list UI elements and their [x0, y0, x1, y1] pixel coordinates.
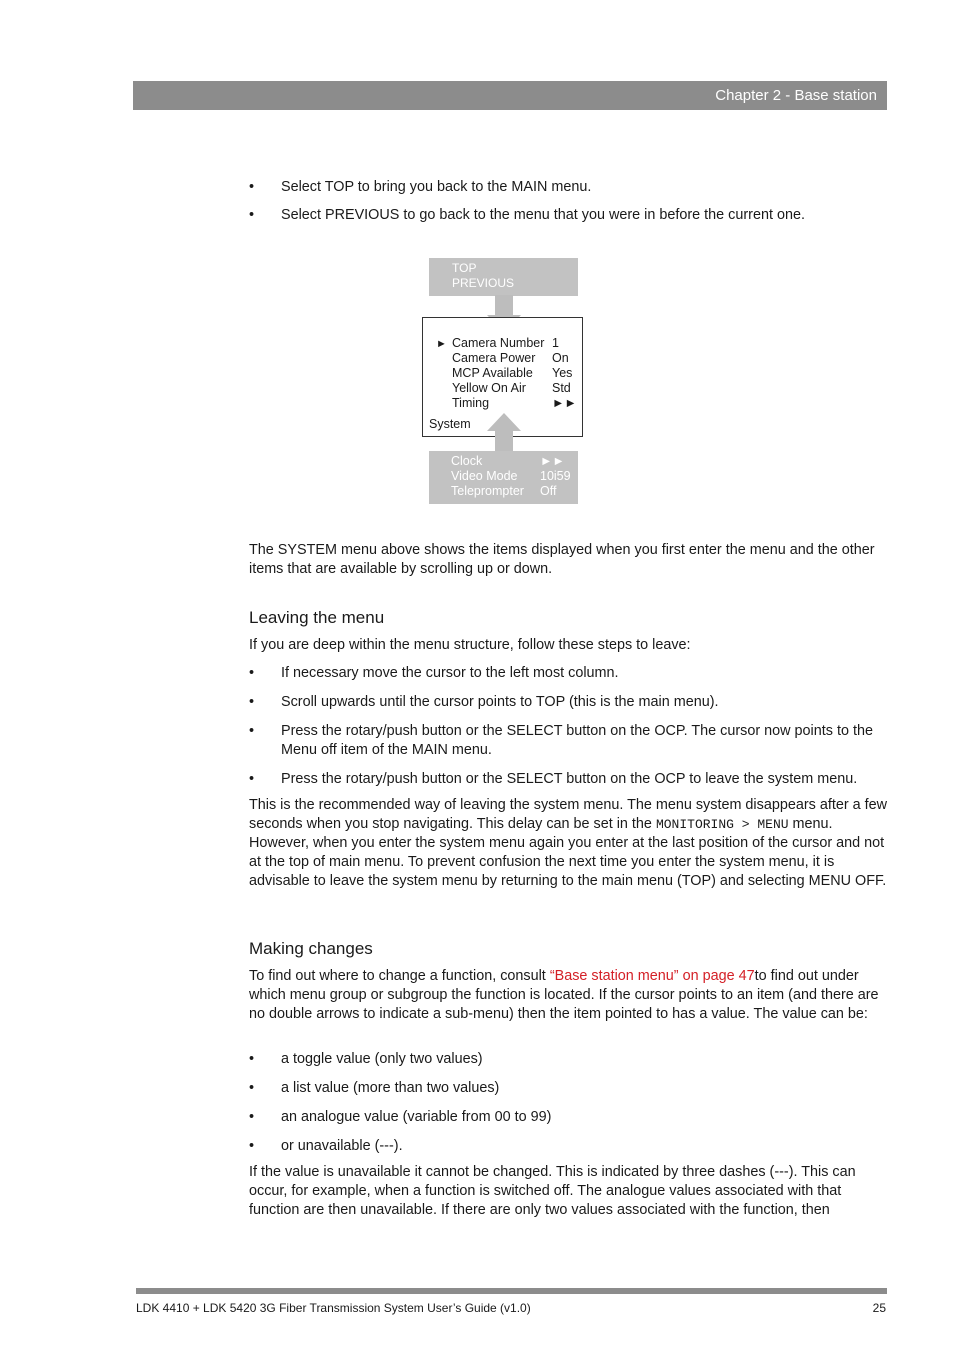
- base-station-menu-link[interactable]: “Base station menu” on page 47: [549, 968, 755, 984]
- system-menu-paragraph: The SYSTEM menu above shows the items displayed when you first enter the menu and the other items that are available by scrolling up or down.: [249, 542, 875, 577]
- diagram-bottom-box: Clock ►► Video Mode 10i59 Teleprompter Off: [429, 451, 578, 504]
- chapter-title: Chapter 2 - Base station: [715, 87, 877, 104]
- diagram-system-menu-box: ► Camera Number 1 Camera Power On MCP Available Yes Yellow On Air Std Timing ►► System: [422, 317, 583, 437]
- up-arrow-icon: [487, 413, 521, 452]
- leaving-intro: If you are deep within the menu structure, follow these steps to leave:: [249, 637, 691, 653]
- footer-document-title: LDK 4410 + LDK 5420 3G Fiber Transmission System User’s Guide (v1.0): [136, 1301, 531, 1315]
- leaving-explanation-paragraph: This is the recommended way of leaving the system menu. The menu system disappears after a few seconds when you stop navigating. This delay can be set in the MONITORING > MENU menu. However, when you enter the system menu again you enter at the last position of the cursor and not at the top of main menu. To prevent confusion the next time you enter the system menu, it is advisable to leave the system menu by returning to the main menu (TOP) and selecting MENU OFF.: [249, 797, 888, 889]
- page-number: 25: [872, 1301, 886, 1315]
- chapter-header-bar: [133, 81, 887, 110]
- making-changes-heading: Making changes: [249, 939, 373, 958]
- diagram-top-box: TOP PREVIOUS: [429, 258, 578, 296]
- footer-bar: [136, 1288, 887, 1294]
- leaving-menu-heading: Leaving the menu: [249, 608, 385, 627]
- unavailable-value-paragraph: If the value is unavailable it cannot be changed. This is indicated by three dashes (---). This can occur, for example, when a function is switched off. The analogue values associated with that function are then unavailable. If there are only two values associated with the function, then: [249, 1164, 856, 1218]
- menu-path: MONITORING > MENU: [655, 817, 789, 832]
- diagram-menu-name: System: [429, 417, 471, 431]
- making-changes-paragraph: To find out where to change a function, consult “Base station menu” on page 47to find out under which menu group or subgroup the function is located. If the cursor points to an item (and there are no double arrows to indicate a sub-menu) then the item pointed to has a value. The value can be:: [249, 968, 879, 1022]
- cursor-arrow-icon: ►: [436, 338, 447, 350]
